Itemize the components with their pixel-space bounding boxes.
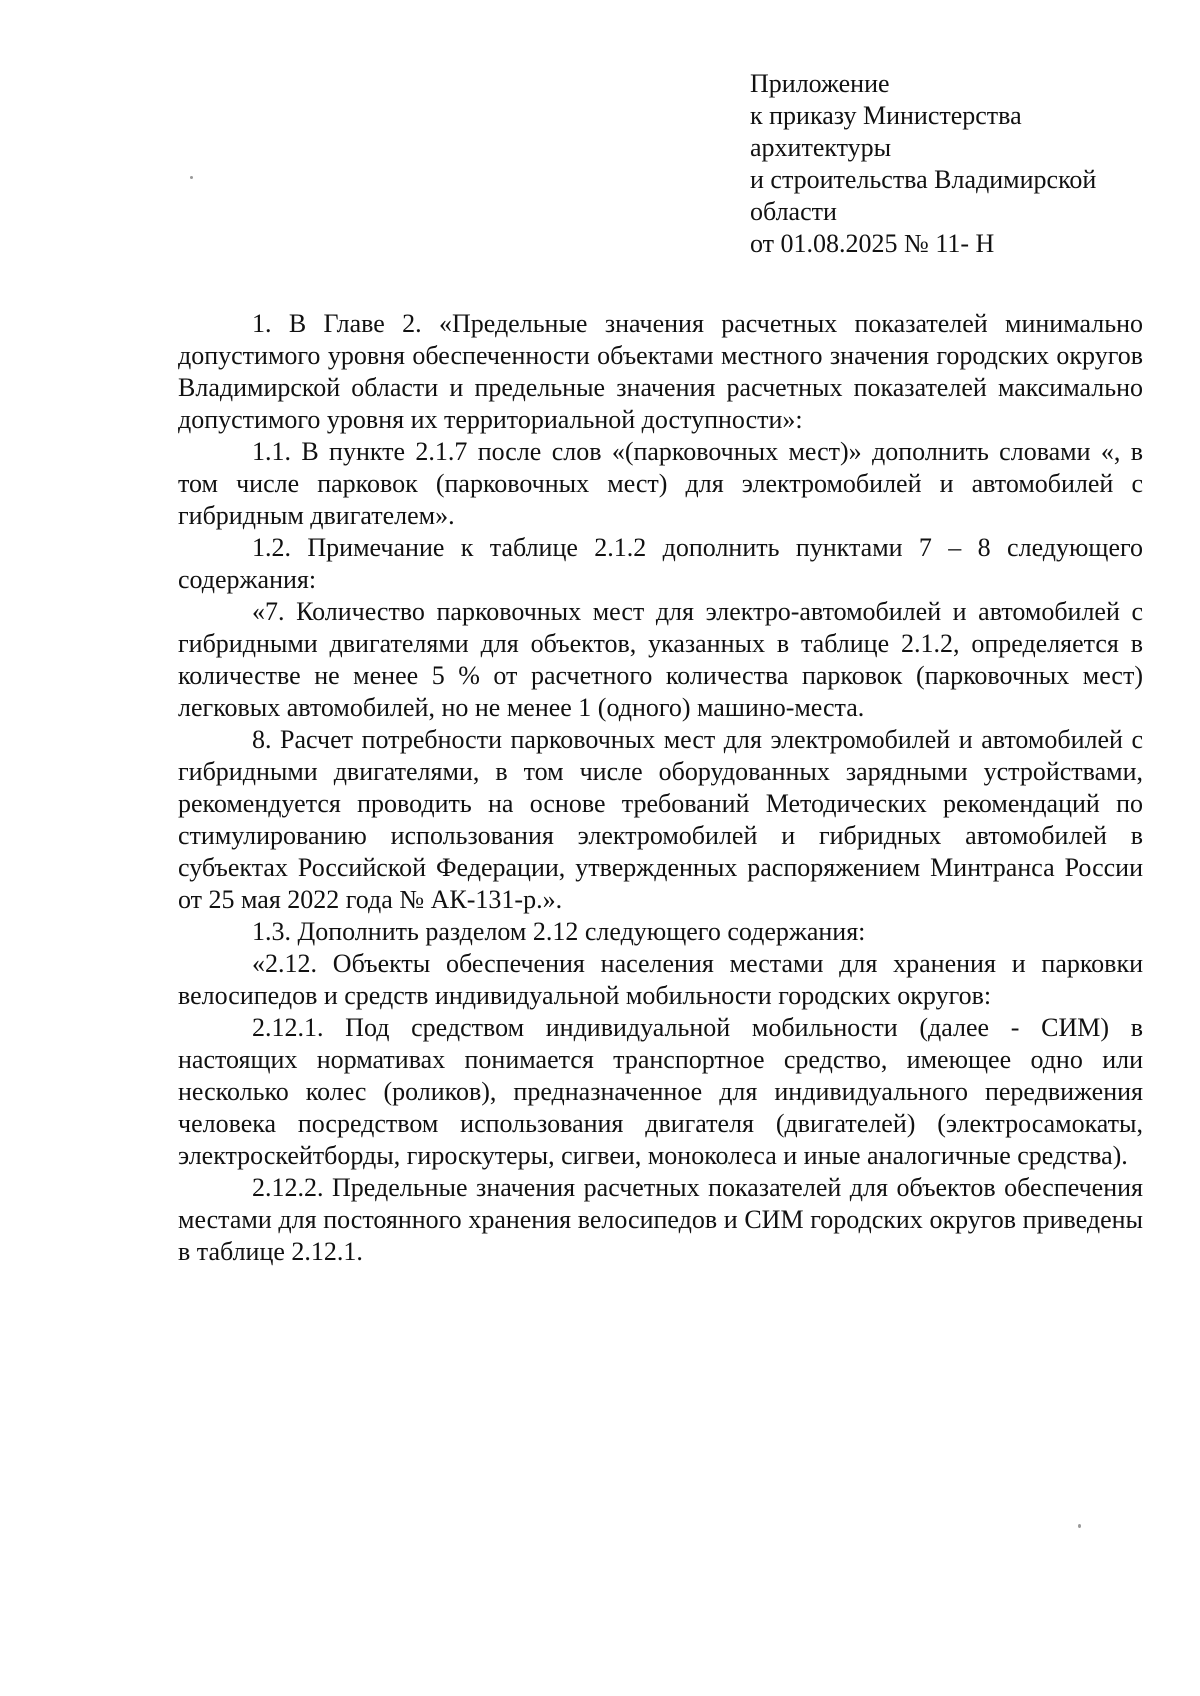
paragraph-note-7: «7. Количество парковочных мест для электро-автомобилей и автомобилей с гибридными двигателями для объектов, указанных в таблице 2.1.2, определяется в количестве не менее 5 % от расчетного количества парковок (парковочных мест) легковых автомобилей, но не менее 1 (одного) машино-места. <box>178 597 1143 722</box>
header-line: области <box>750 197 837 226</box>
paragraph-1-3: 1.3. Дополнить разделом 2.12 следующего содержания: <box>252 917 866 946</box>
paragraph-note-8: 8. Расчет потребности парковочных мест для электромобилей и автомобилей с гибридными двигателями, в том числе оборудованных зарядными устройствами, рекомендуется проводить на основе требований Методических рекомендаций по стимулированию использования электромобилей и гибридных автомобилей в субъектах Российской Федерации, утвержденных распоряжением Минтранса России от 25 мая 2022 года № АК-131-р.». <box>178 725 1143 914</box>
scan-speck <box>1078 1524 1081 1528</box>
paragraph-1-2: 1.2. Примечание к таблице 2.1.2 дополнить пунктами 7 – 8 следующего содержания: <box>178 533 1143 594</box>
paragraph-2-12-2: 2.12.2. Предельные значения расчетных показателей для объектов обеспечения местами для постоянного хранения велосипедов и СИМ городских округов приведены в таблице 2.12.1. <box>178 1173 1143 1266</box>
scan-speck <box>190 176 193 179</box>
header-line: Приложение <box>750 69 890 98</box>
paragraph-2-12: «2.12. Объекты обеспечения населения местами для хранения и парковки велосипедов и средств индивидуальной мобильности городских округов: <box>178 949 1143 1010</box>
paragraph-2-12-1: 2.12.1. Под средством индивидуальной мобильности (далее - СИМ) в настоящих нормативах понимается транспортное средство, имеющее одно или несколько колес (роликов), предназначенное для индивидуального передвижения человека посредством использования двигателя (двигателей) (электросамокаты, электроскейтборды, гироскутеры, сигвеи, моноколеса и иные аналогичные средства). <box>178 1013 1143 1170</box>
appendix-header <box>750 68 1170 260</box>
header-line: к приказу Министерства <box>750 101 1022 130</box>
document-body <box>178 308 1143 1268</box>
paragraph-1-1: 1.1. В пункте 2.1.7 после слов «(парковочных мест)» дополнить словами «, в том числе парковок (парковочных мест) для электромобилей и автомобилей с гибридным двигателем». <box>178 437 1143 530</box>
header-line: архитектуры <box>750 133 892 162</box>
header-line-order-date: от 01.08.2025 № 11- Н <box>750 229 995 258</box>
paragraph-1: 1. В Главе 2. «Предельные значения расчетных показателей минимально допустимого уровня обеспеченности объектами местного значения городских округов Владимирской области и предельные значения расчетных показателей максимально допустимого уровня их территориальной доступности»: <box>178 309 1143 434</box>
header-line: и строительства Владимирской <box>750 165 1097 194</box>
